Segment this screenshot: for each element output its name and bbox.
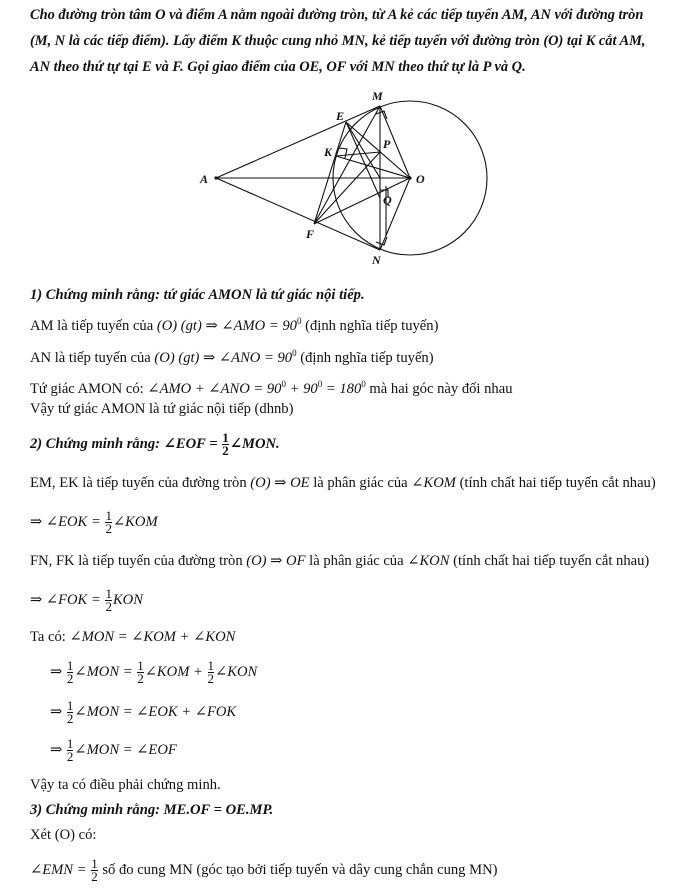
right-angle-k bbox=[339, 148, 347, 158]
part3-heading: 3) Chứng minh rằng: ME.OF = OE.MP. bbox=[30, 802, 274, 818]
label-n: N bbox=[372, 253, 381, 267]
label-o: O bbox=[416, 172, 425, 186]
part2-statement-4: ⇒ ∠FOK = $\frac{1}{2}$ KON bbox=[30, 586, 143, 614]
part2-statement-5: Ta có: ∠MON = ∠KOM + ∠KON bbox=[30, 629, 236, 645]
part1-statement-1: AM là tiếp tuyến của (O) (gt) ⇒ ∠AMO = $90^0$ (định nghĩa tiếp tuyến) bbox=[30, 316, 439, 334]
segment-on bbox=[380, 178, 410, 250]
label-q: Q bbox=[383, 193, 392, 207]
tangent-an bbox=[216, 178, 380, 250]
problem-line-3: AN theo thứ tự tại E và F. Gọi giao điểm của OE, OF với MN theo thứ tự là P và Q. bbox=[30, 59, 526, 75]
part3-statement-1: Xét (O) có: bbox=[30, 827, 97, 843]
part1-statement-3: Tứ giác AMON có: ∠AMO + ∠ANO = $90^0 + 90^0 = 180^0$ mà hai góc này đối nhau bbox=[30, 379, 513, 397]
part2-conclusion: Vậy ta có điều phải chứng minh. bbox=[30, 777, 221, 793]
part1-statement-2: AN là tiếp tuyến của (O) (gt) ⇒ ∠ANO = $90^0$ (định nghĩa tiếp tuyến) bbox=[30, 348, 434, 366]
problem-line-2: (M, N là các tiếp điểm). Lấy điểm K thuộc cung nhỏ MN, kẻ tiếp tuyến với đường tròn (O) tại K cắt AM, bbox=[30, 33, 646, 49]
label-m: M bbox=[372, 89, 383, 103]
part2-statement-7: ⇒ $\frac{1}{2}$ ∠MON = ∠EOK + ∠FOK bbox=[50, 698, 237, 726]
tangent-ef bbox=[314, 122, 346, 224]
label-e: E bbox=[336, 109, 345, 123]
part2-statement-1: EM, EK là tiếp tuyến của đường tròn (O) ⇒ OE là phân giác của ∠KOM (tính chất hai tiếp tuyến cắt nhau) bbox=[30, 475, 656, 491]
part2-heading: 2) Chứng minh rằng: ∠EOF = $\frac{1}{2}$ ∠MON. bbox=[30, 430, 280, 458]
problem-line-1: Cho đường tròn tâm O và điểm A nằm ngoài đường tròn, từ A kẻ các tiếp tuyến AM, AN với đường tròn bbox=[30, 7, 644, 23]
label-k: K bbox=[324, 145, 333, 159]
segment-kp bbox=[336, 152, 380, 156]
label-a: A bbox=[200, 172, 209, 186]
part2-statement-6: ⇒ $\frac{1}{2}$ ∠MON = $\frac{1}{2}$ ∠KOM + $\frac{1}{2}$ ∠KON bbox=[50, 658, 258, 686]
part2-statement-3: FN, FK là tiếp tuyến của đường tròn (O) ⇒ OF là phân giác của ∠KON (tính chất hai tiếp tuyến cắt nhau) bbox=[30, 553, 650, 569]
part2-statement-2: ⇒ ∠EOK = $\frac{1}{2}$ ∠KOM bbox=[30, 508, 158, 536]
point-o bbox=[408, 176, 411, 179]
part1-heading: 1) Chứng minh rằng: tứ giác AMON là tứ giác nội tiếp. bbox=[30, 287, 365, 303]
segment-ep bbox=[346, 122, 380, 178]
label-f: F bbox=[306, 227, 315, 241]
part1-conclusion: Vậy tứ giác AMON là tứ giác nội tiếp (dhnb) bbox=[30, 401, 294, 417]
part3-statement-2: ∠EMN = $\frac{1}{2}$ số đo cung MN (góc tạo bởi tiếp tuyến và dây cung chắn cung MN) bbox=[30, 856, 498, 884]
part2-statement-8: ⇒ $\frac{1}{2}$ ∠MON = ∠EOF bbox=[50, 736, 177, 764]
segment-of bbox=[314, 178, 410, 224]
segment-fp bbox=[314, 152, 380, 224]
geometry-figure bbox=[190, 86, 510, 268]
point-a bbox=[214, 176, 217, 179]
label-p: P bbox=[383, 137, 391, 151]
